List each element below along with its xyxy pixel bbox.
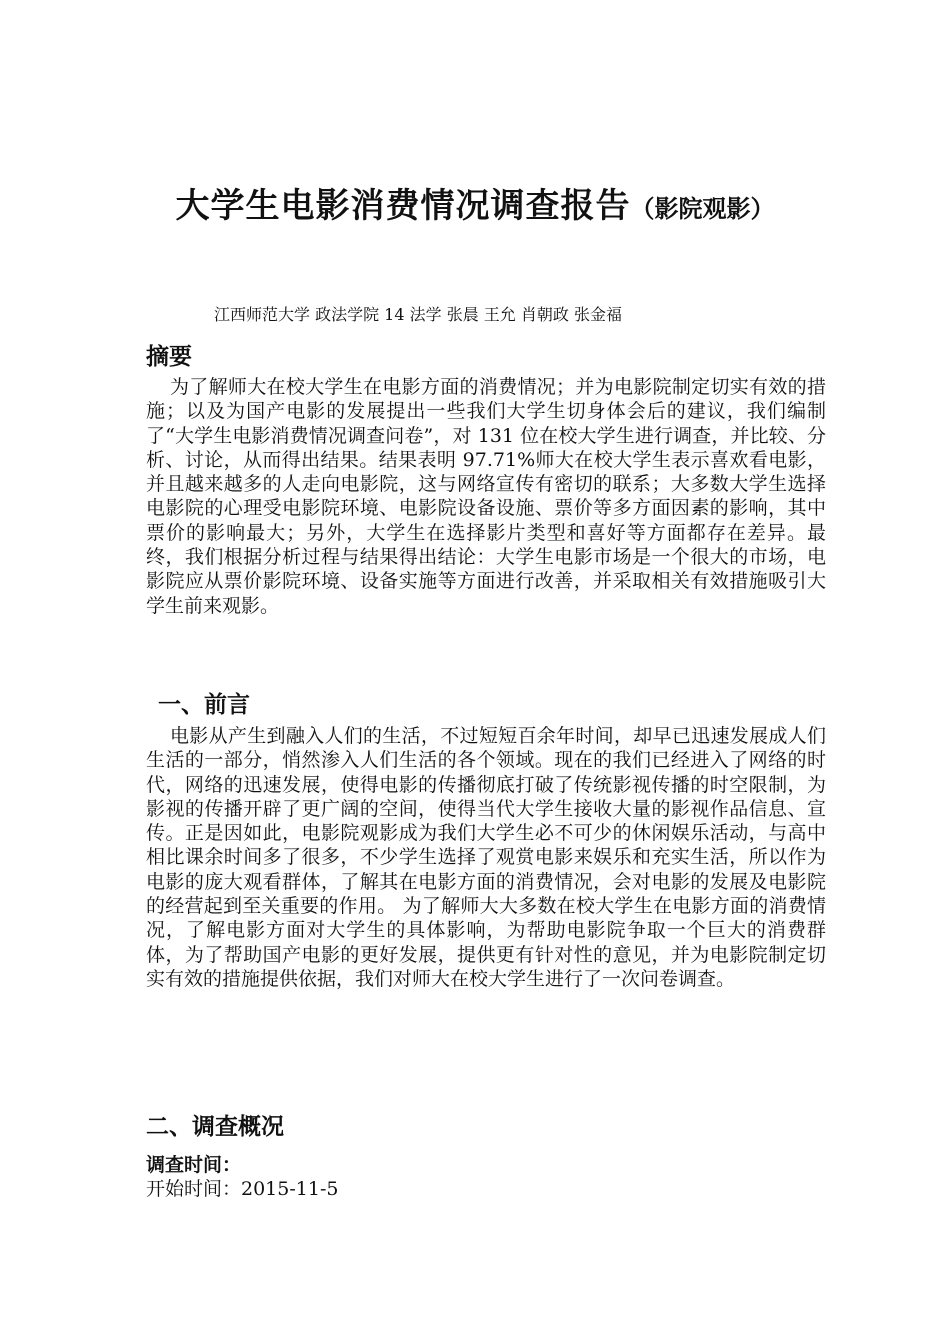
survey-start-time: 开始时间：2015-11-5 xyxy=(146,1178,339,1200)
document-title xyxy=(0,178,950,227)
author-line: 江西师范大学 政法学院 14 法学 张晨 王允 肖朝政 张金福 xyxy=(214,305,622,324)
title-suffix: （影院观影） xyxy=(630,195,775,223)
title-main: 大学生电影消费情况调查报告 xyxy=(175,186,631,226)
preface-body xyxy=(146,724,826,991)
abstract-body xyxy=(146,375,826,618)
preface-paragraph: 电影从产生到融入人们的生活，不过短短百余年时间，却早已迅速发展成人们生活的一部分，悄然渗入人们生活的各个领域。现在的我们已经进入了网络的时代，网络的迅速发展，使得电影的传播彻底打破了传统影视传播的时空限制，为影视的传播开辟了更广阔的空间，使得当代大学生接收大量的影视作品信息、宣传。正是因如此，电影院观影成为我们大学生必不可少的休闲娱乐活动，与高中相比课余时间多了很多，不少学生选择了观赏电影来娱乐和充实生活，所以作为电影的庞大观看群体，了解其在电影方面的消费情况，会对电影的发展及电影院的经营起到至关重要的作用。 为了解师大大多数在校大学生在电影方面的消费情况，了解电影方面对大学生的具体影响，为帮助电影院争取一个巨大的消费群体，为了帮助国产电影的更好发展，提供更有针对性的意见，并为电影院制定切实有效的措施提供依据，我们对师大在校大学生进行了一次问卷调查。 xyxy=(146,725,826,990)
survey-time-label: 调查时间： xyxy=(146,1154,242,1176)
overview-heading: 二、调查概况 xyxy=(146,1114,284,1140)
preface-heading: 一、前言 xyxy=(158,692,250,718)
abstract-paragraph: 为了解师大在校大学生在电影方面的消费情况；并为电影院制定切实有效的措施；以及为国产电影的发展提出一些我们大学生切身体会后的建议，我们编制了“大学生电影消费情况调查问卷”，对 131 位在校大学生进行调查，并比较、分析、讨论，从而得出结果。结果表明 97.71%师大在校大学生表示喜欢看电影，并且越来越多的人走向电影院，这与网络宣传有密切的联系；大多数大学生选择电影院的心理受电影院环境、电影院设备设施、票价等多方面因素的影响，其中票价的影响最大；另外，大学生在选择影片类型和喜好等方面都存在差异。最终，我们根据分析过程与结果得出结论：大学生电影市场是一个很大的市场，电影院应从票价影院环境、设备实施等方面进行改善，并采取相关有效措施吸引大学生前来观影。 xyxy=(146,376,826,617)
abstract-heading: 摘要 xyxy=(146,344,192,370)
